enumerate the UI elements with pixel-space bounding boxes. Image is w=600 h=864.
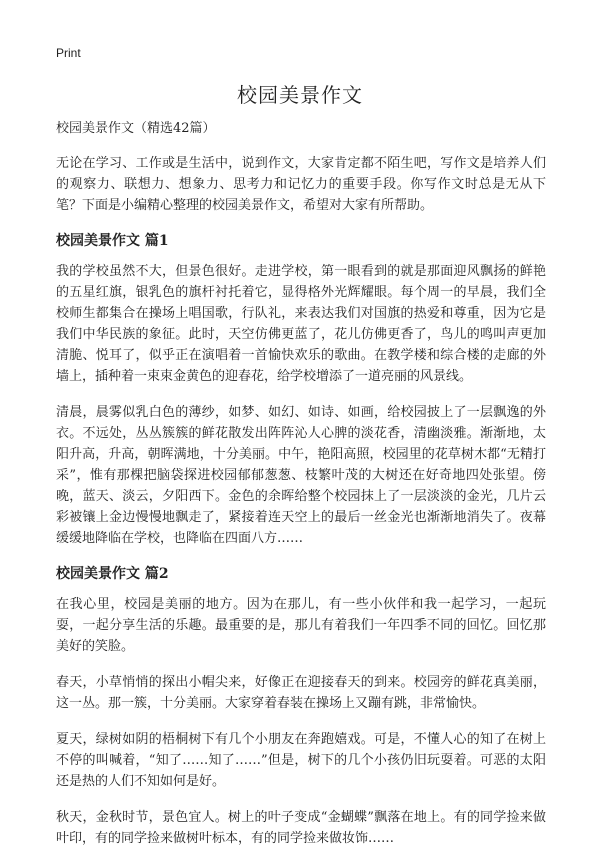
print-link[interactable]: Print [56, 46, 81, 60]
section-2-paragraph: 秋天，金秋时节，景色宜人。树上的叶子变成“金蝴蝶”飘落在地上。有的同学捡来做叶印，有的同学捡来做树叶标本，有的同学捡来做妆饰…… [56, 810, 546, 846]
section-2-paragraph: 在我心里，校园是美丽的地方。因为在那儿，有一些小伙伴和我一起学习，一起玩耍，一起分享生活的乐趣。最重要的是，那儿有着我们一年四季不同的回忆。回忆那美好的笑脸。 [56, 597, 546, 654]
article-subtitle: 校园美景作文（精选42篇） [56, 121, 216, 136]
page-title: 校园美景作文 [237, 83, 363, 107]
section-heading-2: 校园美景作文 篇2 [56, 566, 169, 582]
section-2-paragraph: 夏天，绿树如阴的梧桐树下有几个小朋友在奔跑嬉戏。可是，不懂人心的知了在树上不停的叫喊着，“知了……知了……”但是，树下的几个小孩仍旧玩耍着。可恶的太阳还是热的人们不知如何是好。 [56, 732, 546, 789]
section-1-paragraph: 我的学校虽然不大，但景色很好。走进学校，第一眼看到的就是那面迎风飘扬的鲜艳的五星红旗，银乳色的旗杆衬托着它，显得格外光辉耀眼。每个周一的早晨，我们全校师生都集合在操场上唱国歌，行队礼，来表达我们对国旗的热爱和尊重，因为它是我们中华民族的象征。此时，天空仿佛更蓝了，花儿仿佛更香了，鸟儿的鸣叫声更加清脆、悦耳了，似乎正在演唱着一首愉快欢乐的歌曲。在教学楼和综合楼的走廊的外墙上，插种着一束束金黄色的迎春花，给学校增添了一道亮丽的风景线。 [56, 264, 546, 384]
intro-paragraph: 无论在学习、工作或是生活中，说到作文，大家肯定都不陌生吧，写作文是培养人们的观察力、联想力、想象力、思考力和记忆力的重要手段。你写作文时总是无从下笔？下面是小编精心整理的校园美景作文，希望对大家有所帮助。 [56, 156, 546, 213]
section-2-paragraph: 春天，小草悄悄的探出小帽尖来，好像正在迎接春天的到来。校园旁的鲜花真美丽，这一丛。那一簇，十分美丽。大家穿着春装在操场上又蹦有跳，非常愉快。 [56, 675, 546, 711]
section-1-paragraph: 清晨，晨雾似乳白色的薄纱，如梦、如幻、如诗、如画，给校园披上了一层飘逸的外衣。不远处，丛丛簇簇的鲜花散发出阵阵沁人心脾的淡花香，清幽淡雅。渐渐地，太阳升高，升高，朝晖满地，十分美丽。中午，艳阳高照，校园里的花草树木都“无精打采”，惟有那棵把脑袋探进校园郁郁葱葱、枝繁叶茂的大树还在好奇地四处张望。傍晚，蓝天、淡云，夕阳西下。金色的余晖给整个校园抹上了一层淡淡的金光，几片云彩被镶上金边慢慢地飘走了，紧接着连天空上的最后一丝金光也渐渐地消失了。夜幕缓缓地降临在学校，也降临在四面八方…… [56, 405, 546, 546]
section-heading-1: 校园美景作文 篇1 [56, 233, 169, 249]
article-body [56, 118, 546, 864]
